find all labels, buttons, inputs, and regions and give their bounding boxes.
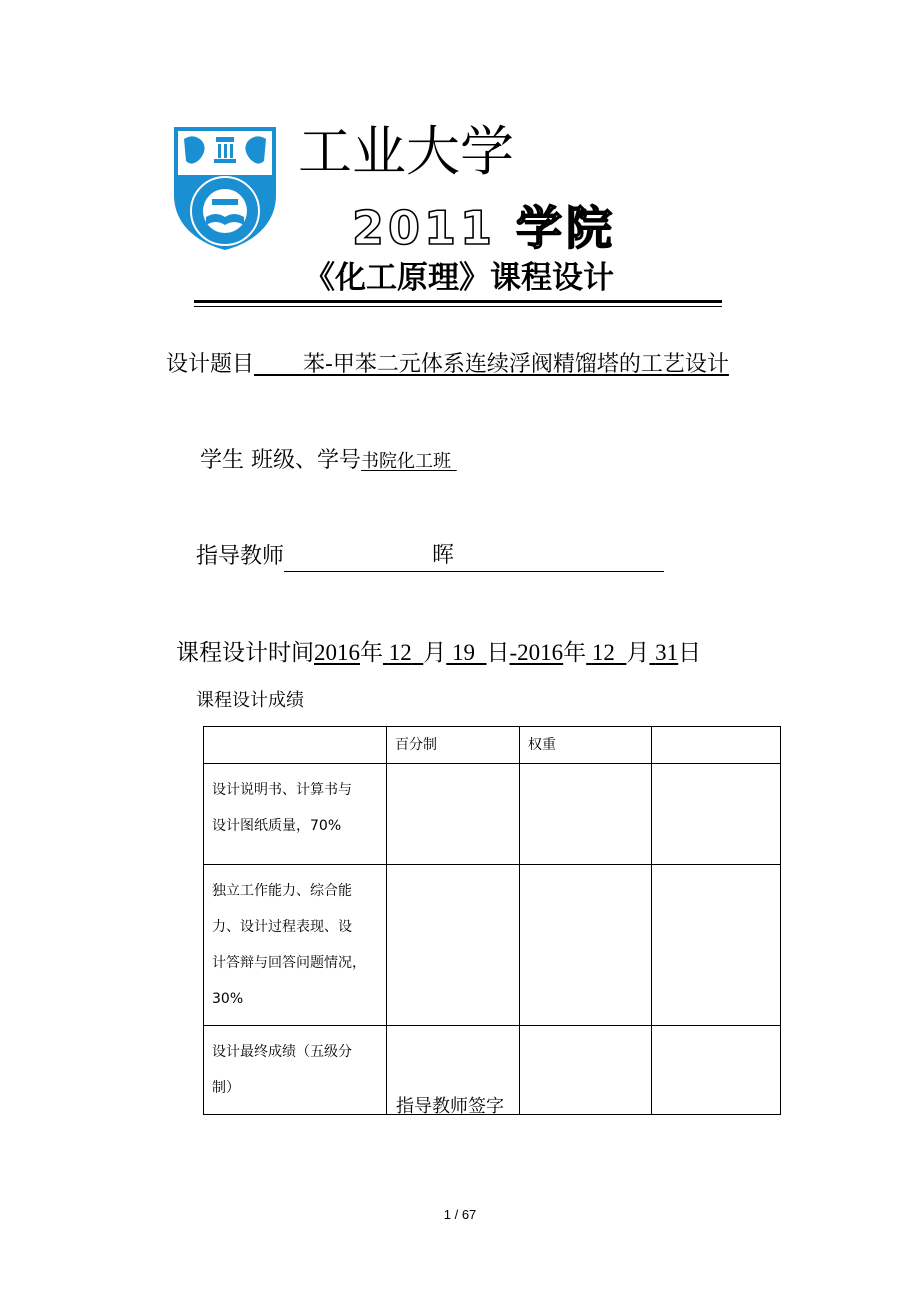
table-header-row [204, 727, 781, 764]
grades-table [203, 726, 781, 1115]
row-label-ability: 独立工作能力、综合能 力、设计过程表现、设 计答辩与回答问题情况， 30% [204, 865, 387, 1026]
range-separator: - [509, 640, 518, 665]
page-current: 1 [443, 1207, 451, 1222]
advisor-value: 晖 [432, 543, 455, 568]
start-year: 2016 [314, 640, 360, 665]
page-total: 67 [461, 1207, 477, 1222]
topic-label: 设计题目 [166, 352, 255, 377]
time-label: 课程设计时间 [176, 640, 314, 666]
student-label: 学生 班级、学号 [200, 448, 361, 473]
start-month: 12 [388, 640, 412, 665]
topic-row [166, 350, 729, 380]
university-name: 工业大学 [298, 120, 514, 183]
page-separator: / [454, 1207, 459, 1222]
score-cell[interactable] [387, 865, 520, 1026]
extra-cell[interactable] [652, 764, 781, 865]
title-divider-thin [194, 306, 722, 307]
header-cell-empty [204, 727, 387, 764]
table-row [204, 764, 781, 865]
student-row [200, 446, 457, 477]
topic-value: 苯-甲苯二元体系连续浮阀精馏塔的工艺设计 [302, 352, 729, 377]
row-label-final: 设计最终成绩（五级分 制） [204, 1026, 387, 1115]
start-day: 19 [452, 640, 475, 665]
advisor-row [196, 542, 664, 572]
grades-title: 课程设计成绩 [196, 690, 304, 711]
extra-cell[interactable] [652, 865, 781, 1026]
end-day: 31 [655, 640, 679, 665]
school-name: 2011 学院 [352, 201, 617, 255]
advisor-field [284, 545, 664, 572]
page-number [0, 1206, 920, 1224]
design-time-row: 课程设计时间2016年 12 月 19 日-2016年 12 月 31日 [176, 640, 702, 666]
course-title: 《化工原理》课程设计 [304, 260, 614, 296]
end-year: 2016 [517, 640, 564, 665]
end-month: 12 [591, 640, 615, 665]
university-emblem-icon [172, 125, 278, 251]
table-row [204, 865, 781, 1026]
weight-cell[interactable] [520, 1026, 652, 1115]
extra-cell[interactable] [652, 1026, 781, 1115]
header-cell-weight: 权重 [520, 727, 652, 764]
header-cell-percent: 百分制 [387, 727, 520, 764]
weight-cell[interactable] [520, 865, 652, 1026]
title-divider-thick [194, 300, 722, 303]
advisor-signature-label: 指导教师签字 [396, 1096, 504, 1117]
advisor-label: 指导教师 [196, 544, 285, 569]
weight-cell[interactable] [520, 764, 652, 865]
score-cell[interactable] [387, 764, 520, 865]
emblem-graphic [172, 125, 278, 251]
row-label-quality: 设计说明书、计算书与 设计图纸质量，70% [204, 764, 387, 865]
header-cell-extra [652, 727, 781, 764]
student-value: 书院化工班 [361, 451, 451, 472]
